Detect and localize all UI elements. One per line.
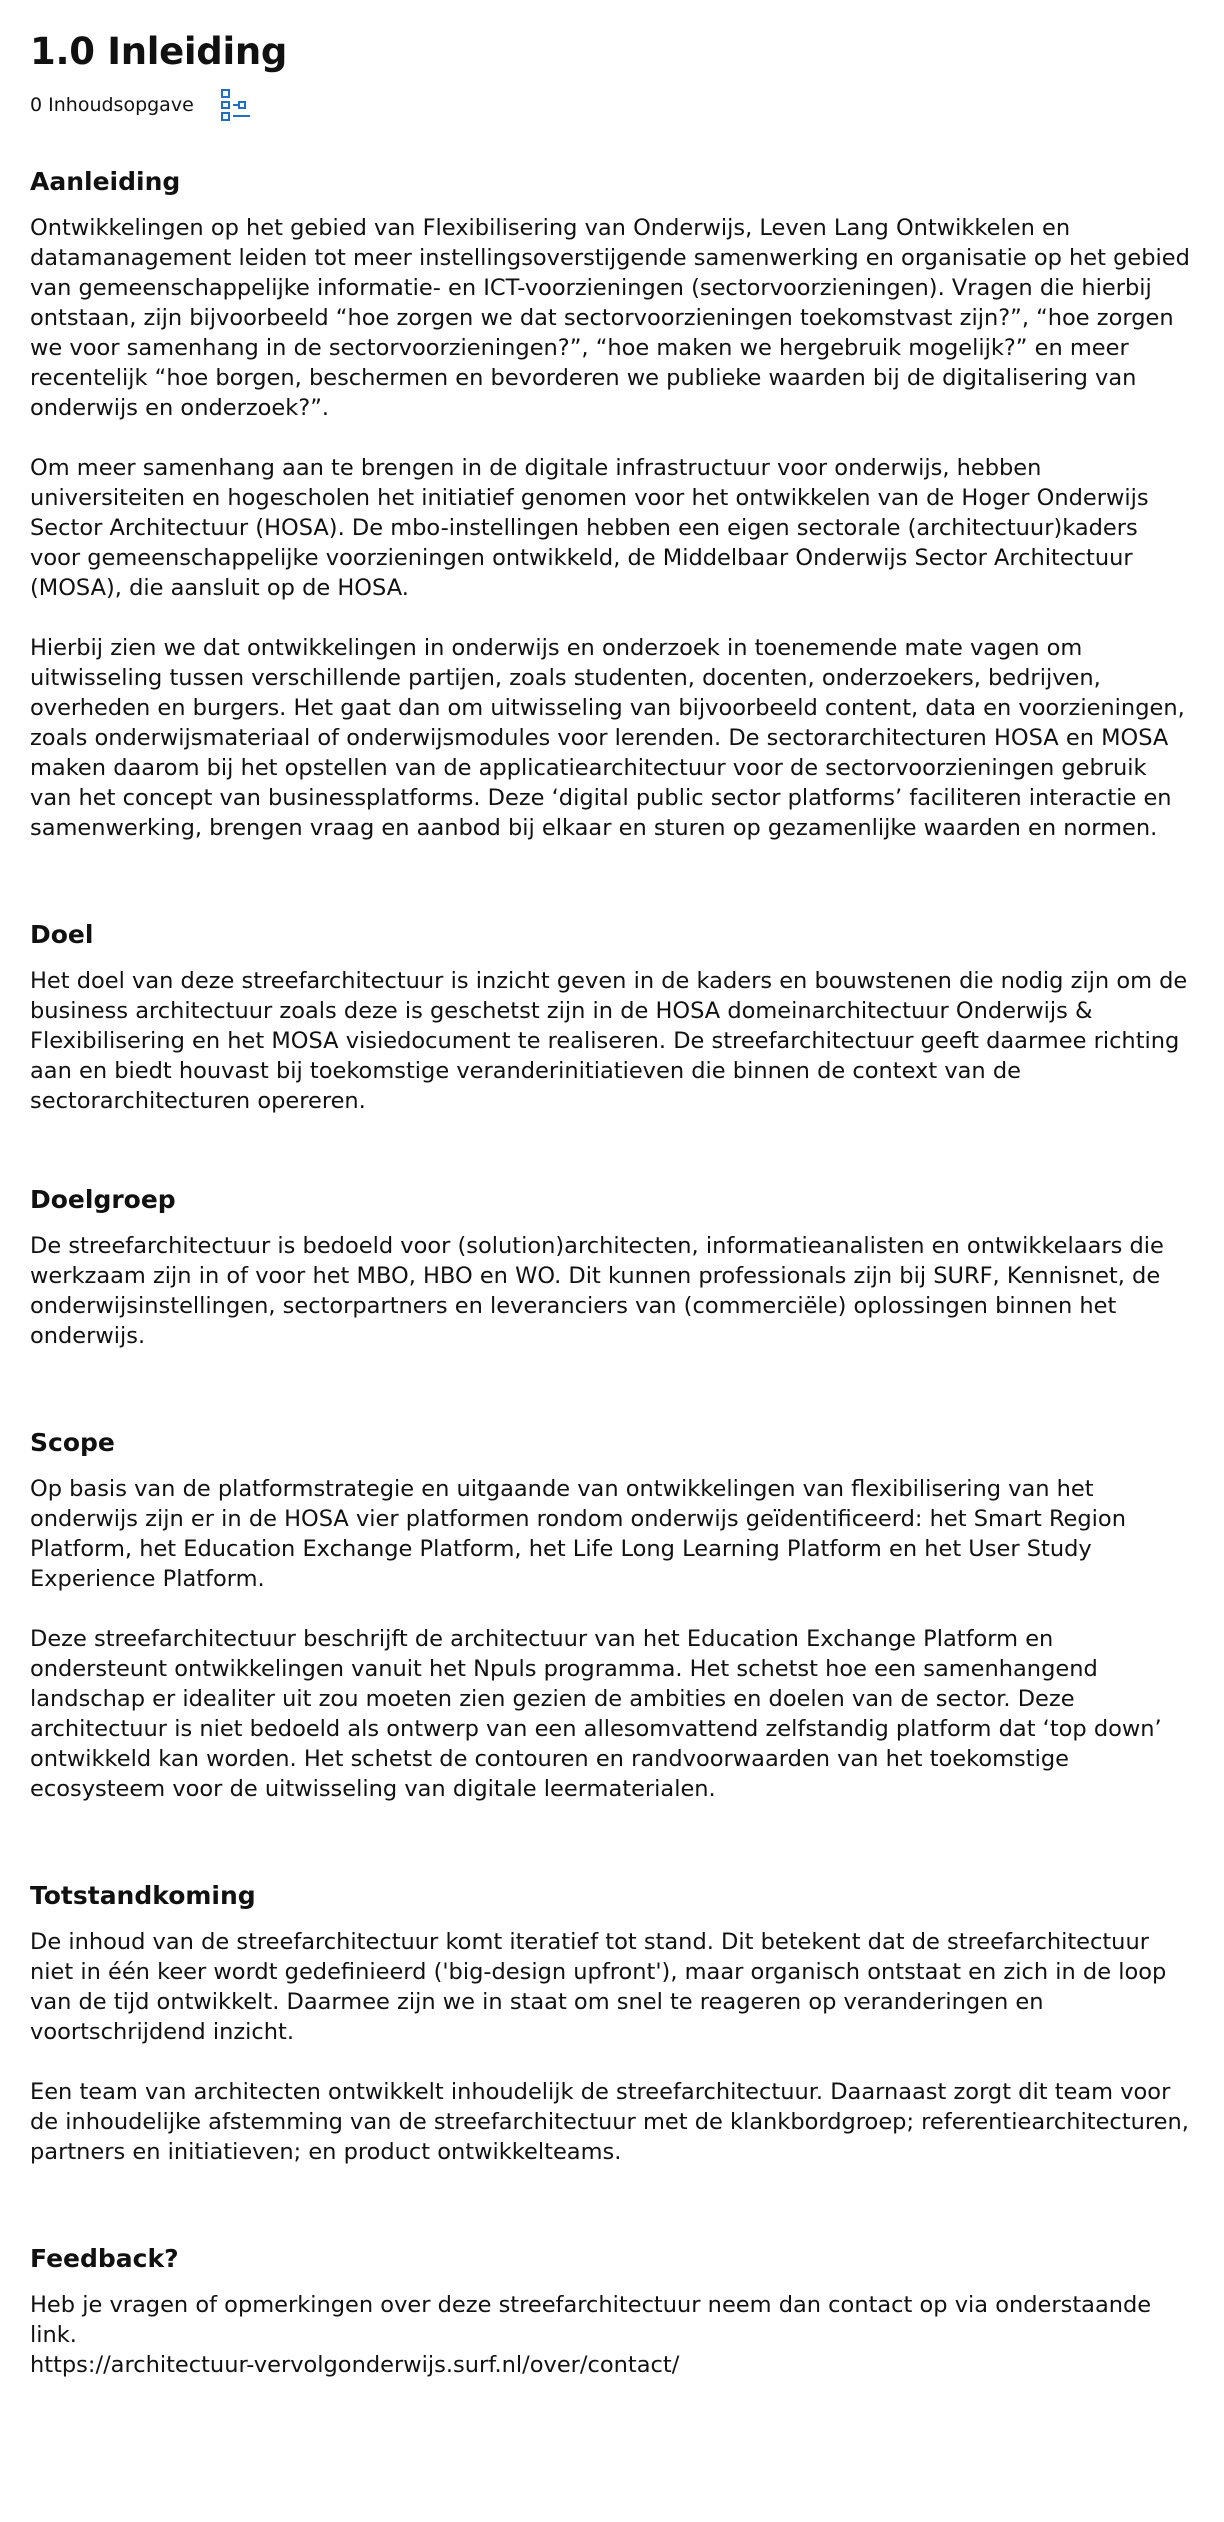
section-aanleiding (30, 166, 1194, 843)
paragraph: Ontwikkelingen op het gebied van Flexibilisering van Onderwijs, Leven Lang Ontwikkelen en datamanagement leiden tot meer instellingsoverstijgende samenwerking en organisatie op het gebied van gemeenschappelijke informatie- en ICT-voorzieningen (sectorvoorzieningen). Vragen die hierbij ontstaan, zijn bijvoorbeeld “hoe zorgen we dat sectorvoorzieningen toekomstvast zijn?”, “hoe zorgen we voor samenhang in de sectorvoorzieningen?”, “hoe maken we hergebruik mogelijk?” en meer recentelijk “hoe borgen, beschermen en bevorderen we publieke waarden bij de digitalisering van onderwijs en onderzoek?”. (30, 215, 1190, 421)
section-totstandkoming (30, 1880, 1194, 2167)
section-heading: Aanleiding (30, 167, 181, 196)
paragraph: Hierbij zien we dat ontwikkelingen in onderwijs en onderzoek in toenemende mate vagen om uitwisseling tussen verschillende partijen, zoals studenten, docenten, onderzoekers, bedrijven, overheden en burgers. Het gaat dan om uitwisseling van bijvoorbeeld content, data en voorzieningen, zoals onderwijsmateriaal of onderwijsmodules voor lerenden. De sectorarchitecturen HOSA en MOSA maken daarom bij het opstellen van de applicatiearchitectuur voor de sectorvoorzieningen gebruik van het concept van businessplatforms. Deze ‘digital public sector platforms’ faciliteren interactie en samenwerking, brengen vraag en aanbod bij elkaar en sturen op gezamenlijke waarden en normen. (30, 635, 1185, 841)
section-heading: Doelgroep (30, 1185, 176, 1214)
section-heading: Scope (30, 1428, 115, 1457)
contact-link[interactable]: https://architectuur-vervolgonderwijs.surf.nl/over/contact/ (30, 2352, 680, 2378)
paragraph: Deze streefarchitectuur beschrijft de architectuur van het Education Exchange Platform en ondersteunt ontwikkelingen vanuit het Npuls programma. Het schetst hoe een samenhangend landschap er idealiter uit zou moeten zien gezien de ambities en doelen van de sector. Deze architectuur is niet bedoeld als ontwerp van een allesomvattend zelfstandig platform dat ‘top down’ ontwikkeld kan worden. Het schetst de contouren en randvoorwaarden van het toekomstige ecosysteem voor de uitwisseling van digitale leermaterialen. (30, 1626, 1162, 1802)
page-title: 1.0 Inleiding (30, 30, 288, 73)
paragraph: De streefarchitectuur is bedoeld voor (solution)architecten, informatieanalisten en ontwikkelaars die werkzaam zijn in of voor het MBO, HBO en WO. Dit kunnen professionals zijn bij SURF, Kennisnet, de onderwijsinstellingen, sectorpartners en leveranciers van (commerciële) oplossingen binnen het onderwijs. (30, 1233, 1164, 1349)
section-feedback (30, 2243, 1194, 2380)
paragraph: Heb je vragen of opmerkingen over deze streefarchitectuur neem dan contact op via onderstaande link. (30, 2292, 1152, 2348)
paragraph: Het doel van deze streefarchitectuur is inzicht geven in de kaders en bouwstenen die nodig zijn om de business architectuur zoals deze is geschetst zijn in de HOSA domeinarchitectuur Onderwijs & Flexibilisering en het MOSA visiedocument te realiseren. De streefarchitectuur geeft daarmee richting aan en biedt houvast bij toekomstige veranderinitiatieven die binnen de context van de sectorarchitecturen opereren. (30, 968, 1188, 1114)
paragraph: De inhoud van de streefarchitectuur komt iteratief tot stand. Dit betekent dat de streefarchitectuur niet in één keer wordt gedefinieerd ('big-design upfront'), maar organisch ontstaat en zich in de loop van de tijd ontwikkelt. Daarmee zijn we in staat om snel te reageren op veranderingen en voortschrijdend inzicht. (30, 1929, 1167, 2045)
paragraph: Om meer samenhang aan te brengen in de digitale infrastructuur voor onderwijs, hebben universiteiten en hogescholen het initiatief genomen voor het ontwikkelen van de Hoger Onderwijs Sector Architectuur (HOSA). De mbo-instellingen hebben een eigen sectorale (architectuur)kaders voor gemeenschappelijke voorzieningen ontwikkeld, de Middelbaar Onderwijs Sector Architectuur (MOSA), die aansluit op de HOSA. (30, 455, 1149, 601)
table-of-contents-icon[interactable] (220, 88, 252, 122)
paragraph: Op basis van de platformstrategie en uitgaande van ontwikkelingen van flexibilisering van het onderwijs zijn er in de HOSA vier platformen rondom onderwijs geïdentificeerd: het Smart Region Platform, het Education Exchange Platform, het Life Long Learning Platform en het User Study Experience Platform. (30, 1476, 1126, 1592)
section-heading: Doel (30, 920, 94, 949)
section-heading: Feedback? (30, 2244, 179, 2273)
section-heading: Totstandkoming (30, 1881, 256, 1910)
paragraph: Een team van architecten ontwikkelt inhoudelijk de streefarchitectuur. Daarnaast zorgt dit team voor de inhoudelijke afstemming van de streefarchitectuur met de klankbordgroep; referentiearchitecturen, partners en initiatieven; en product ontwikkelteams. (30, 2079, 1189, 2165)
toc-link[interactable]: 0 Inhoudsopgave (30, 94, 194, 116)
section-doel (30, 919, 1194, 1116)
section-doelgroep (30, 1184, 1194, 1351)
section-scope (30, 1427, 1194, 1804)
toc-row (30, 86, 1194, 124)
